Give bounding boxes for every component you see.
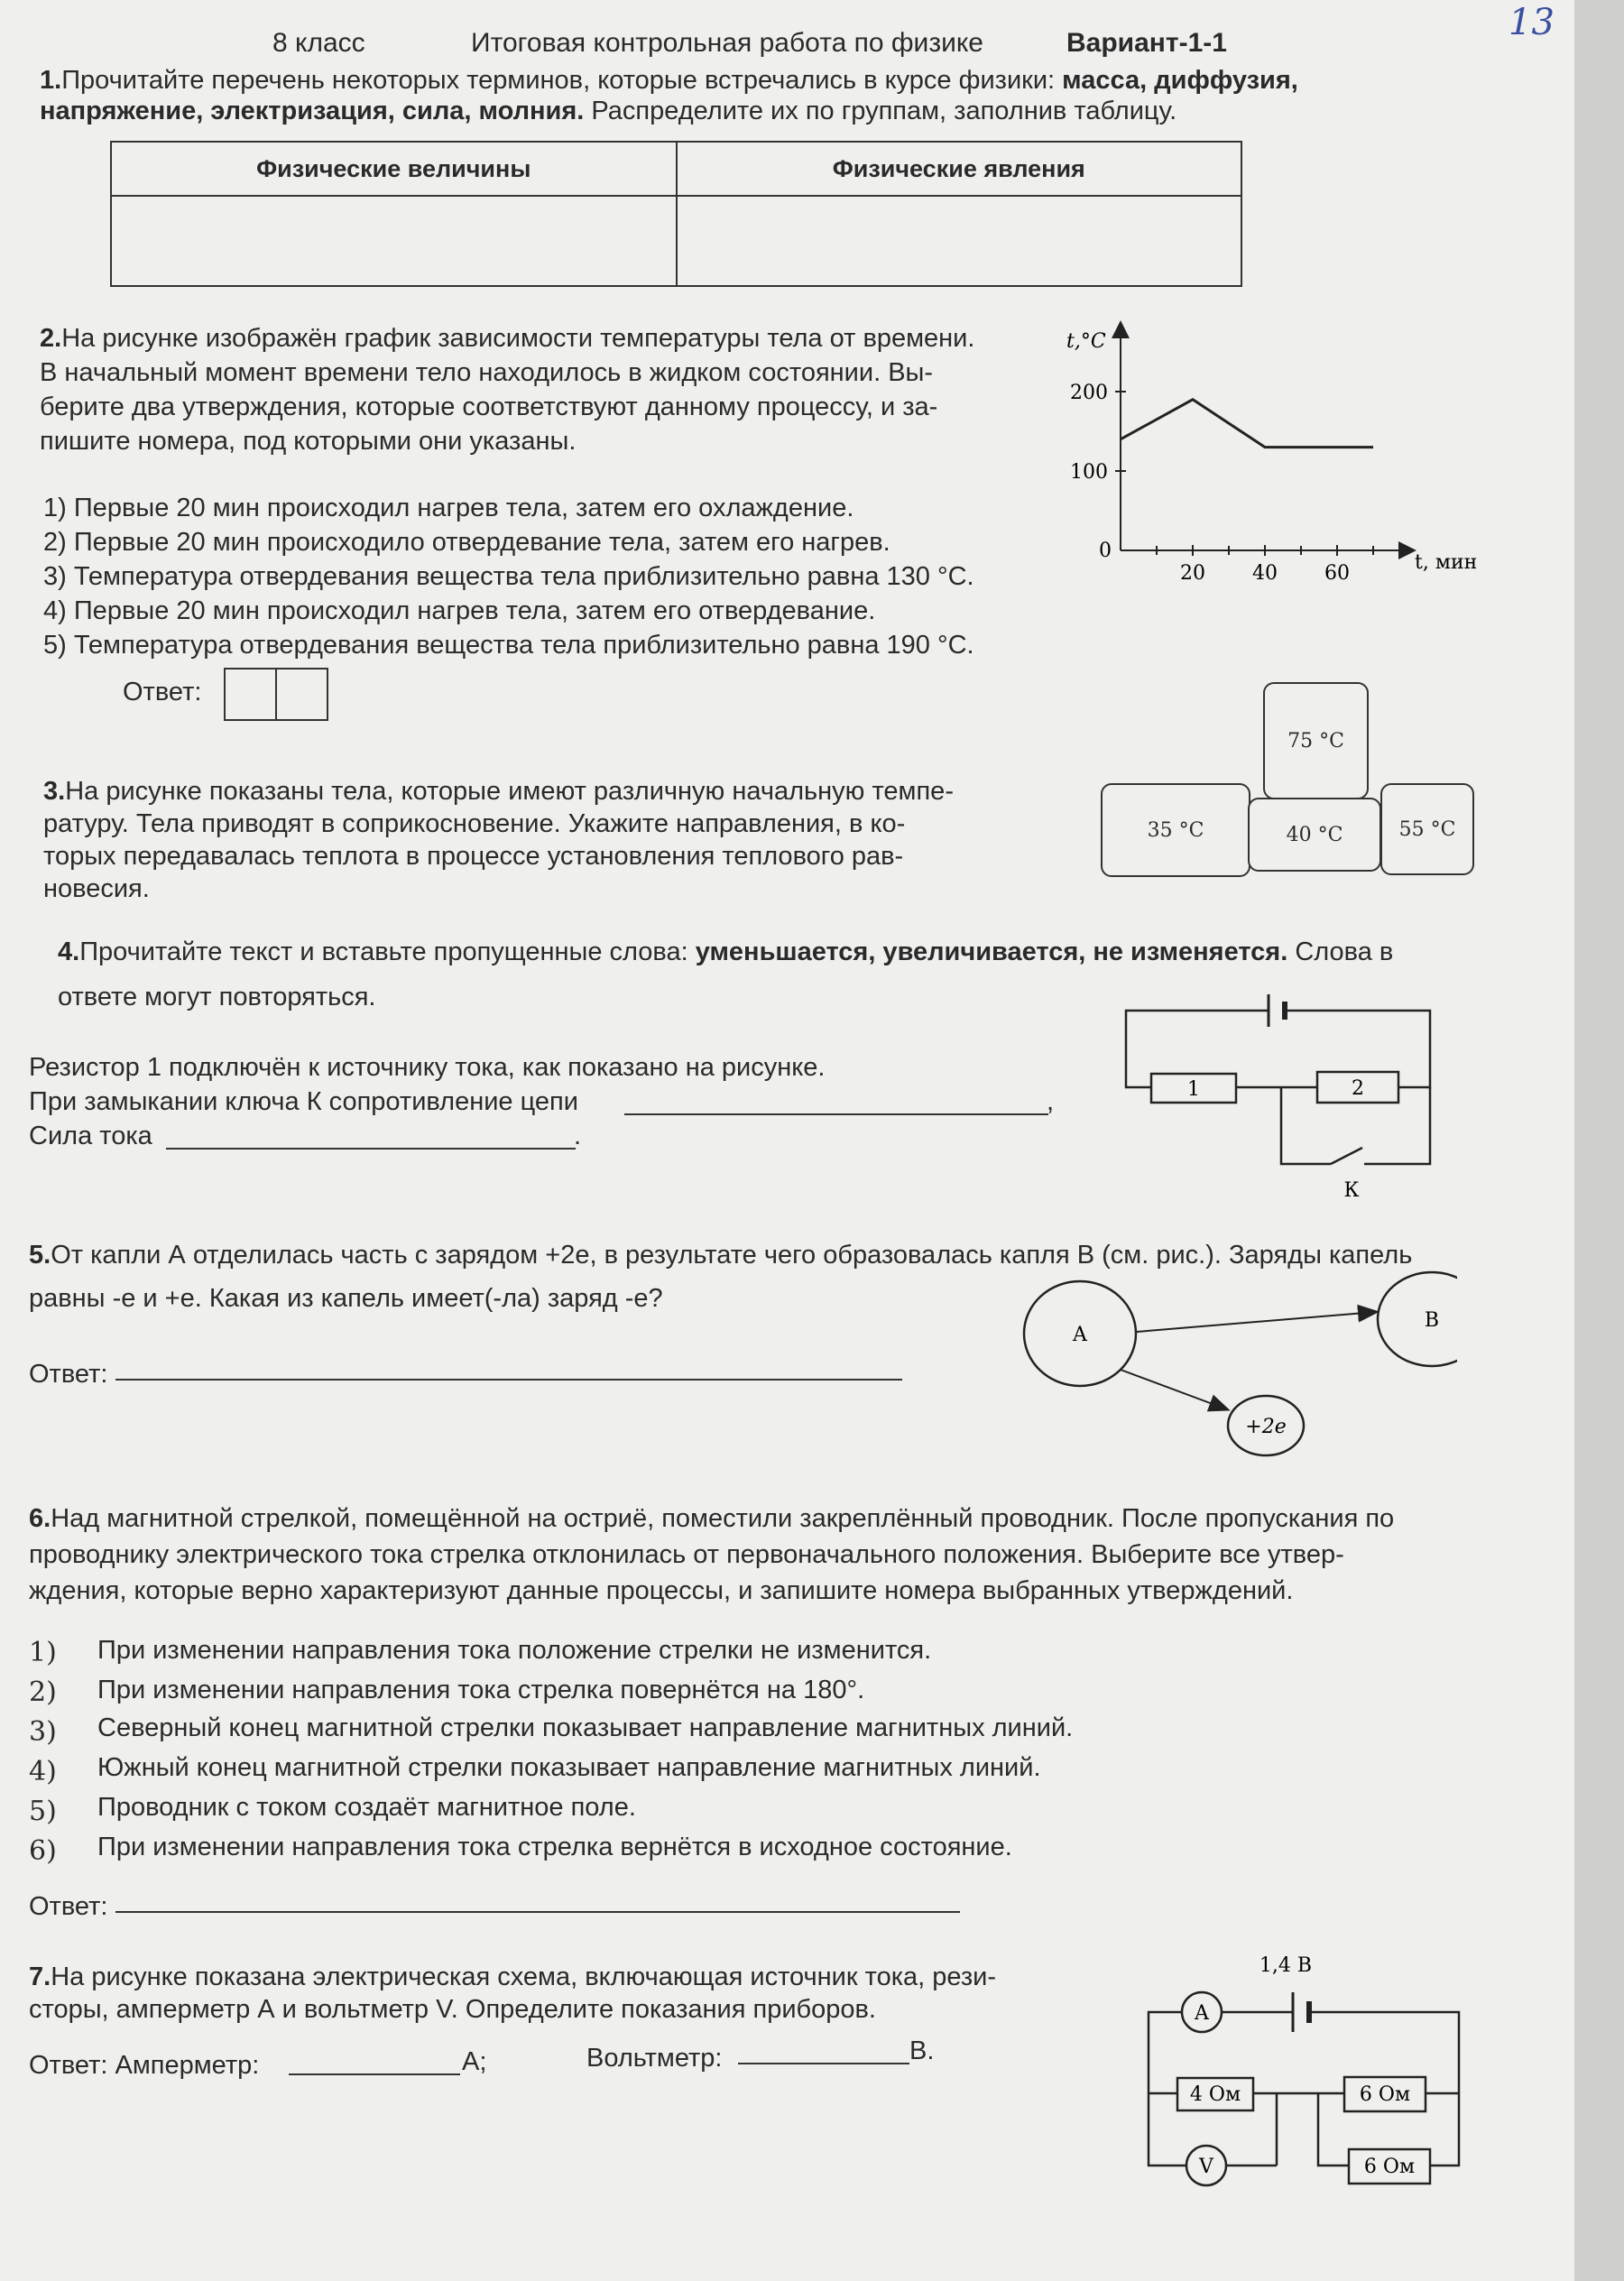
table-cell-quantities[interactable] bbox=[111, 196, 677, 286]
q6-option-num-2: 2) bbox=[29, 1676, 57, 1708]
q6-text-line2: проводнику электрического тока стрелка отклонилась от первоначального положения. Выберите все утвер- bbox=[29, 1540, 1344, 1569]
q2-number: 2. bbox=[40, 324, 62, 353]
q7-amp-unit: А; bbox=[462, 2047, 487, 2076]
page-number: 13 bbox=[1509, 2, 1555, 43]
q2-line: На рисунке изображён график зависимости температуры тела от времени. bbox=[61, 324, 975, 353]
q2-option-4: 4) Первые 20 мин происходил нагрев тела, затем его отвердевание. bbox=[43, 596, 876, 625]
q1-text-line2 bbox=[40, 94, 1176, 129]
chart-x-tick-label: 40 bbox=[1252, 562, 1278, 585]
q1-number: 1. bbox=[40, 66, 62, 95]
chart-x-axis-label: t, мин bbox=[1415, 551, 1478, 574]
q4-intro: Прочитайте текст и вставьте пропущенные слова: bbox=[79, 937, 688, 966]
q4-text-line2: ответе могут повторяться. bbox=[58, 983, 376, 1011]
resistor-4-ohm-label: 4 Ом bbox=[1189, 2083, 1241, 2106]
table-header-phenomena: Физические явления bbox=[677, 142, 1242, 196]
q4-period: . bbox=[574, 1122, 582, 1150]
q2-answer-box-2[interactable] bbox=[275, 668, 328, 721]
q6-line1: Над магнитной стрелкой, помещённой на остриё, поместили закреплённый проводник. После пропускания по bbox=[51, 1504, 1395, 1533]
q7-voltmeter-blank[interactable] bbox=[738, 2063, 909, 2064]
q6-answer-label: Ответ: bbox=[29, 1892, 108, 1921]
body-75: 75 °C bbox=[1263, 682, 1369, 799]
chart-temperature-line bbox=[1121, 400, 1373, 448]
test-title: Итоговая контрольная работа по физике bbox=[471, 28, 983, 58]
q2-text-line4: пишите номера, под которыми они указаны. bbox=[40, 427, 577, 456]
q7-volt-unit: В. bbox=[909, 2036, 935, 2065]
q7-volt-label: Вольтметр: bbox=[586, 2044, 723, 2073]
chart-y-axis-label: t,°C bbox=[1066, 330, 1106, 353]
q6-option-3: Северный конец магнитной стрелки показывает направление магнитных линий. bbox=[97, 1713, 1074, 1742]
resistor-6-ohm-bottom-label: 6 Ом bbox=[1363, 2156, 1416, 2178]
q4-resistance-blank[interactable] bbox=[624, 1113, 1048, 1115]
q6-option-4: Южный конец магнитной стрелки показывает направление магнитных линий. bbox=[97, 1753, 1041, 1782]
q6-option-num-3: 3) bbox=[29, 1716, 57, 1748]
q4-text-line4: При замыкании ключа К сопротивление цепи bbox=[29, 1087, 578, 1116]
chart-x-tick-label: 20 bbox=[1180, 562, 1205, 585]
chart-origin-label: 0 bbox=[1099, 540, 1112, 562]
voltmeter-label: V bbox=[1199, 2156, 1213, 2178]
q4-text-line5: Сила тока bbox=[29, 1122, 152, 1150]
q1-answer-table bbox=[110, 141, 1242, 287]
q4-switch-label: К bbox=[1343, 1179, 1360, 1202]
q6-option-5: Проводник с током создаёт магнитное поле. bbox=[97, 1793, 636, 1822]
arrow-a-to-part bbox=[1121, 1370, 1227, 1409]
q6-option-num-1: 1) bbox=[29, 1637, 57, 1668]
q4-current-blank[interactable] bbox=[166, 1148, 576, 1150]
q7-number: 7. bbox=[29, 1962, 51, 1991]
q6-option-1: При изменении направления тока положение стрелки не изменится. bbox=[97, 1636, 932, 1665]
q1-instruction: Распределите их по группам, заполнив таблицу. bbox=[591, 97, 1177, 125]
q7-circuit bbox=[1132, 1940, 1475, 2211]
q3-number: 3. bbox=[43, 777, 66, 806]
page-edge bbox=[1574, 0, 1624, 2281]
q7-voltage-label: 1,4 В bbox=[1259, 1954, 1313, 1977]
q5-answer-label: Ответ: bbox=[29, 1360, 108, 1389]
q6-option-num-4: 4) bbox=[29, 1756, 57, 1787]
q2-text-line2: В начальный момент времени тело находилось в жидком состоянии. Вы- bbox=[40, 358, 934, 387]
q1-terms-part1: масса, диффузия, bbox=[1062, 66, 1298, 95]
q7-ammeter-blank[interactable] bbox=[289, 2073, 460, 2075]
q2-option-1: 1) Первые 20 мин происходил нагрев тела, затем его охлаждение. bbox=[43, 494, 854, 522]
q4-circuit bbox=[1119, 984, 1462, 1209]
body-55: 55 °C bbox=[1380, 783, 1474, 875]
q4-text-line3: Резистор 1 подключён к источнику тока, как показано на рисунке. bbox=[29, 1053, 826, 1082]
q2-text-line3: берите два утверждения, которые соответствуют данному процессу, и за- bbox=[40, 392, 938, 421]
q6-option-num-5: 5) bbox=[29, 1796, 57, 1827]
q2-answer-label: Ответ: bbox=[123, 678, 202, 706]
q4-comma: , bbox=[1047, 1087, 1055, 1116]
q5-text-line2: равны -е и +е. Какая из капель имеет(-ла) заряд -е? bbox=[29, 1284, 663, 1313]
q3-text-line4: новесия. bbox=[43, 874, 150, 903]
drop-b bbox=[1378, 1272, 1457, 1366]
variant-label: Вариант-1-1 bbox=[1066, 28, 1227, 58]
arrow-a-to-b bbox=[1137, 1312, 1376, 1332]
q3-text-line2: ратуру. Тела приводят в соприкосновение. Укажите направления, в ко- bbox=[43, 809, 906, 838]
q7-line1: На рисунке показана электрическая схема, включающая источник тока, рези- bbox=[51, 1962, 997, 1991]
q4-resistor-1-label: 1 bbox=[1187, 1078, 1200, 1101]
ammeter-label: A bbox=[1195, 2002, 1209, 2025]
q4-words: уменьшается, увеличивается, не изменяется. bbox=[695, 937, 1288, 966]
drop-a-label: A bbox=[1073, 1324, 1087, 1346]
chart-y-tick-label: 200 bbox=[1070, 382, 1108, 404]
drop-b-label: B bbox=[1424, 1309, 1440, 1332]
q7-text-line1 bbox=[29, 1960, 996, 1995]
q7-answer-prefix: Ответ: Амперметр: bbox=[29, 2051, 260, 2080]
q1-terms-part2: напряжение, электризация, сила, молния. bbox=[40, 97, 585, 125]
grade-label: 8 класс bbox=[272, 28, 365, 58]
q5-line1: От капли А отделилась часть с зарядом +2е, в результате чего образовалась капля В (см. рис.). Заряды капель bbox=[51, 1241, 1413, 1270]
q4-text-line1 bbox=[58, 935, 1393, 970]
body-35: 35 °C bbox=[1101, 783, 1250, 877]
q3-line: На рисунке показаны тела, которые имеют различную начальную темпе- bbox=[65, 777, 954, 806]
q6-option-2: При изменении направления тока стрелка повернётся на 180°. bbox=[97, 1676, 865, 1704]
resistor-6-ohm-top-label: 6 Ом bbox=[1359, 2083, 1411, 2106]
q2-answer-box-1[interactable] bbox=[224, 668, 277, 721]
q4-intro-rest: Слова в bbox=[1295, 937, 1394, 966]
table-header-quantities: Физические величины bbox=[111, 142, 677, 196]
q1-intro: Прочитайте перечень некоторых терминов, которые встречались в курсе физики: bbox=[61, 66, 1056, 95]
chart-y-tick-label: 100 bbox=[1070, 461, 1108, 484]
table-cell-phenomena[interactable] bbox=[677, 196, 1242, 286]
charge-part-label: +2e bbox=[1245, 1416, 1287, 1438]
q7-text-line2: сторы, амперметр А и вольтметр V. Определите показания приборов. bbox=[29, 1995, 876, 2024]
q2-option-5: 5) Температура отвердевания вещества тела приблизительно равна 190 °С. bbox=[43, 631, 974, 660]
q4-resistor-2-label: 2 bbox=[1352, 1077, 1364, 1100]
q6-text-line1 bbox=[29, 1501, 1394, 1537]
q5-number: 5. bbox=[29, 1241, 51, 1270]
q5-drops-diagram bbox=[1020, 1263, 1457, 1471]
q3-text-line3: торых передавалась теплота в процессе установления теплового рав- bbox=[43, 842, 904, 871]
temperature-chart bbox=[1047, 320, 1489, 596]
q4-number: 4. bbox=[58, 937, 80, 966]
q6-option-6: При изменении направления тока стрелка вернётся в исходное состояние. bbox=[97, 1833, 1012, 1861]
q5-answer-blank[interactable] bbox=[115, 1379, 902, 1381]
q6-text-line3: ждения, которые верно характеризуют данные процессы, и запишите номера выбранных утверждений. bbox=[29, 1576, 1294, 1605]
q2-text-line1 bbox=[40, 321, 974, 356]
q2-option-2: 2) Первые 20 мин происходило отвердевание тела, затем его нагрев. bbox=[43, 528, 890, 557]
q6-option-num-6: 6) bbox=[29, 1835, 57, 1867]
q4-switch-blade bbox=[1331, 1148, 1362, 1164]
q6-answer-blank[interactable] bbox=[115, 1911, 960, 1913]
body-40: 40 °C bbox=[1248, 798, 1381, 872]
q3-text-line1 bbox=[43, 774, 954, 809]
chart-x-tick-label: 60 bbox=[1324, 562, 1350, 585]
q6-number: 6. bbox=[29, 1504, 51, 1533]
q2-option-3: 3) Температура отвердевания вещества тела приблизительно равна 130 °С. bbox=[43, 562, 974, 591]
